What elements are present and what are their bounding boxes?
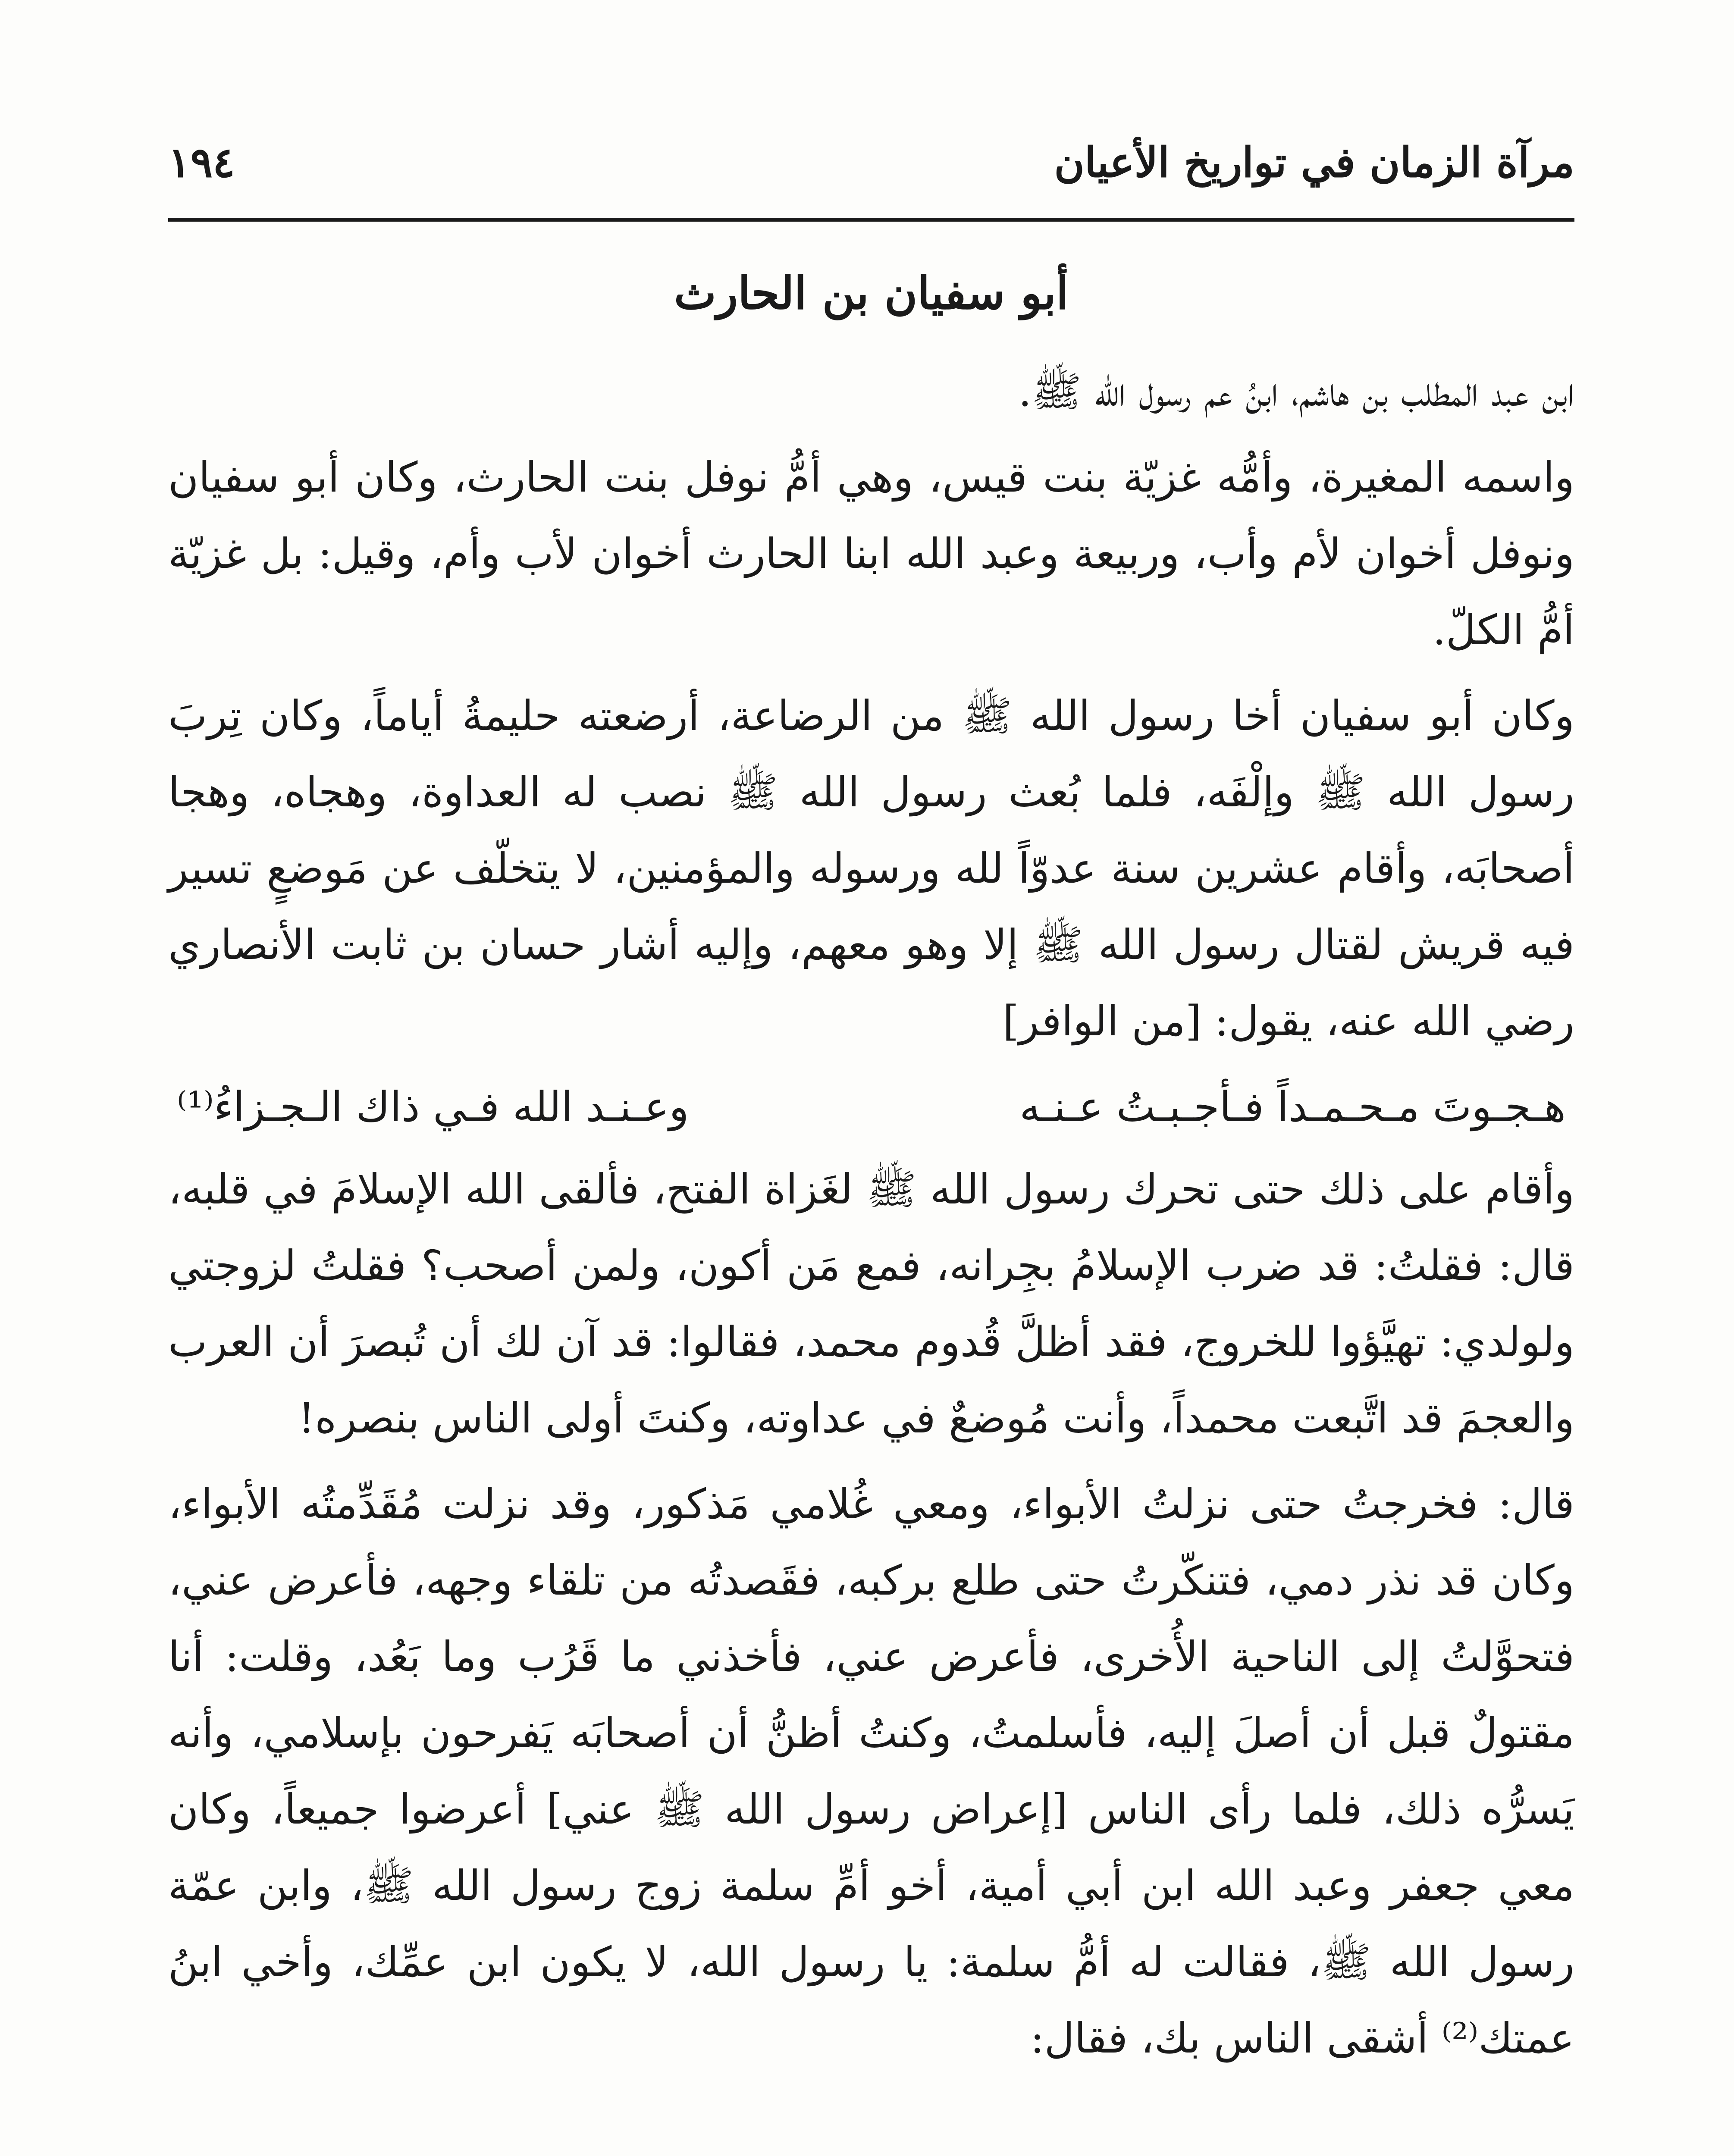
- chapter-title: أبو سفيان بن الحارث: [674, 266, 1069, 320]
- paragraph: واسمه المغيرة، وأمُّه غزيّة بنت قيس، وهي أمُّ نوفل بنت الحارث، وكان أبو سفيان ونوفل أخوان لأم وأب، وربيعة وعبد الله ابنا الحارث أخوان لأب وأم، وقيل: بل غزيّة أمُّ الكلّ.: [168, 453, 1575, 654]
- poetry-verse: [168, 1069, 1574, 1145]
- verse-second-hemistich: وعـنـد الله فـي ذاك الـجـزاءُ⁽¹⁾: [177, 1083, 689, 1131]
- header-divider: [168, 218, 1574, 222]
- verse-first-hemistich: هـجـوتَ مـحـمـداً فـأجـبـتُ عـنـه: [1019, 1083, 1566, 1131]
- paragraph: وأقام على ذلك حتى تحرك رسول الله ﷺ لغَزاة الفتح، فألقى الله الإسلامَ في قلبه، قال: فقلتُ: قد ضرب الإسلامُ بجِرانه، فمع مَن أكون، ولمن أصحب؟ فقلتُ لزوجتي ولولدي: تهيَّؤوا للخروج، فقد أظلَّ قُدوم محمد، فقالوا: قد آن لك أن تُبصرَ أن العرب والعجمَ قد اتَّبعت محمداً، وأنت مُوضعٌ في عداوته، وكنتَ أولى الناس بنصره!: [168, 1165, 1574, 1442]
- paragraph: ابن عبد المطلب بن هاشم، ابنُ عم رسول الله ﷺ.: [1018, 367, 1574, 416]
- paragraph: قال: فخرجتُ حتى نزلتُ الأبواء، ومعي غُلامي مَذكور، وقد نزلت مُقَدِّمتُه الأبواء، وكان قد نذر دمي، فتنكّرتُ حتى طلع بركبه، فقَصدتُه من تلقاء وجهه، فأعرض عني، فتحوَّلتُ إلى الناحية الأُخرى، فأعرض عني، فأخذني ما قَرُب وما بَعُد، وقلت: أنا مقتولٌ قبل أن أصلَ إليه، فأسلمتُ، وكنتُ أظنُّ أن أصحابَه يَفرحون بإسلامي، وأنه يَسرُّه ذلك، فلما رأى الناس [إعراض رسول الله ﷺ عني] أعرضوا جميعاً، وكان معي جعفر وعبد الله ابن أبي أمية، أخو أمِّ سلمة زوج رسول الله ﷺ، وابن عمّة رسول الله ﷺ، فقالت له أمُّ سلمة: يا رسول الله، لا يكون ابن عمِّك، وأخي ابنُ عمتك⁽²⁾ أشقى الناس بك، فقال:: [168, 1480, 1575, 2062]
- page-header: [168, 125, 1574, 216]
- paragraph: وكان أبو سفيان أخا رسول الله ﷺ من الرضاعة، أرضعته حليمةُ أياماً، وكان تِربَ رسول الله ﷺ وإلْفَه، فلما بُعث رسول الله ﷺ نصب له العداوة، وهجاه، وهجا أصحابَه، وأقام عشرين سنة عدوّاً لله ورسوله والمؤمنين، لا يتخلّف عن مَوضعٍ تسير فيه قريش لقتال رسول الله ﷺ إلا وهو معهم، وإليه أشار حسان بن ثابت الأنصاري رضي الله عنه، يقول: [من الوافر]: [168, 692, 1574, 1045]
- page-number: ١٩٤: [168, 138, 235, 187]
- main-text: [168, 259, 1574, 2086]
- running-title: مرآة الزمان في تواريخ الأعيان: [1054, 138, 1574, 187]
